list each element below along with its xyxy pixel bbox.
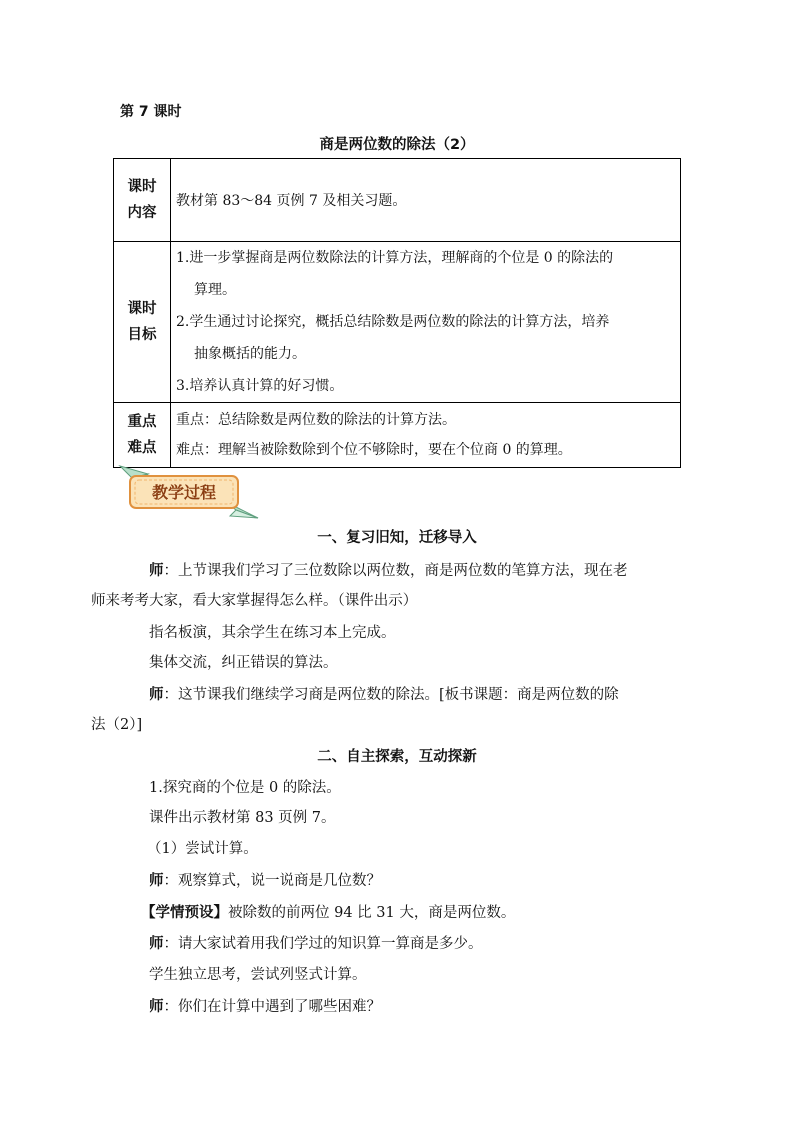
paragraph: （1）尝试计算。 [147,841,258,857]
paragraph [141,898,680,928]
speaker-label: 师 [149,687,164,703]
goal-line-cont: 算理。 [194,282,236,298]
key-cell [171,403,681,468]
paragraph-text: ：你们在计算中遇到了哪些困难？ [163,999,381,1015]
paragraph [91,556,680,616]
content-cell [171,159,681,242]
table-row [114,403,681,468]
paragraph-text: ：上节课我们学习了三位数除以两位数，商是两位数的笔算方法，现在老 [163,563,628,579]
paragraph-text: 法（2）] [91,717,143,733]
key-point: 重点：总结除数是两位数的除法的计算方法。 [176,412,456,428]
table-row [114,159,681,242]
teaching-process-badge [118,464,260,520]
speaker-label: 师 [149,936,164,952]
content-label [114,159,171,242]
section-title-2: 二、自主探索，互动探新 [317,749,477,765]
paragraph: 课件出示教材第 83 页例 7。 [149,810,336,826]
goal-item [176,242,672,306]
content-label-text: 课时 内容 [127,179,157,221]
paragraph-text: ：这节课我们继续学习商是两位数的除法。[板书课题：商是两位数的除 [163,687,619,703]
goals-cell [171,242,681,403]
speaker-label: 师 [149,999,164,1015]
lesson-number: 第 7 课时 [120,104,182,120]
lesson-title: 商是两位数的除法（2） [319,137,475,153]
paragraph-text: 被除数的前两位 94 比 31 大，商是两位数。 [228,905,516,921]
goal-line: 3.培养认真计算的好习惯。 [176,378,344,394]
paragraph-text: ：请大家试着用我们学过的知识算一算商是多少。 [163,936,483,952]
prediction-tag: 【学情预设】 [141,905,228,921]
paragraph [149,866,680,896]
speaker-label: 师 [149,563,164,579]
table-row [114,242,681,403]
paragraph: 1.探究商的个位是 0 的除法。 [149,780,341,796]
lesson-info-table [113,158,681,468]
goal-line: 2.学生通过讨论探究，概括总结除数是两位数的除法的计算方法，培养 [176,314,610,330]
paragraph [91,680,680,740]
key-label [114,403,171,468]
content-text: 教材第 83～84 页例 7 及相关习题。 [176,193,407,209]
paragraph [149,929,680,959]
goals-label [114,242,171,403]
paragraph-text: ：观察算式，说一说商是几位数？ [163,873,381,889]
paragraph-text: 师来考考大家，看大家掌握得怎么样。（课件出示） [91,593,418,609]
difficult-point: 难点：理解当被除数除到个位不够除时，要在个位商 0 的算理。 [176,442,572,458]
key-label-text: 重点 难点 [127,414,157,456]
paragraph: 集体交流，纠正错误的算法。 [149,655,338,671]
goal-line-cont: 抽象概括的能力。 [194,346,306,362]
paragraph: 学生独立思考，尝试列竖式计算。 [149,967,367,983]
section-title-1: 一、复习旧知，迁移导入 [317,530,477,546]
goal-item [176,306,672,370]
paragraph: 指名板演，其余学生在练习本上完成。 [149,625,396,641]
goal-line: 1.进一步掌握商是两位数除法的计算方法，理解商的个位是 0 的除法的 [176,250,614,266]
badge-text: 教学过程 [151,483,217,502]
goal-item [176,370,672,402]
paragraph [149,992,680,1022]
speaker-label: 师 [149,873,164,889]
goals-label-text: 课时 目标 [127,301,157,343]
